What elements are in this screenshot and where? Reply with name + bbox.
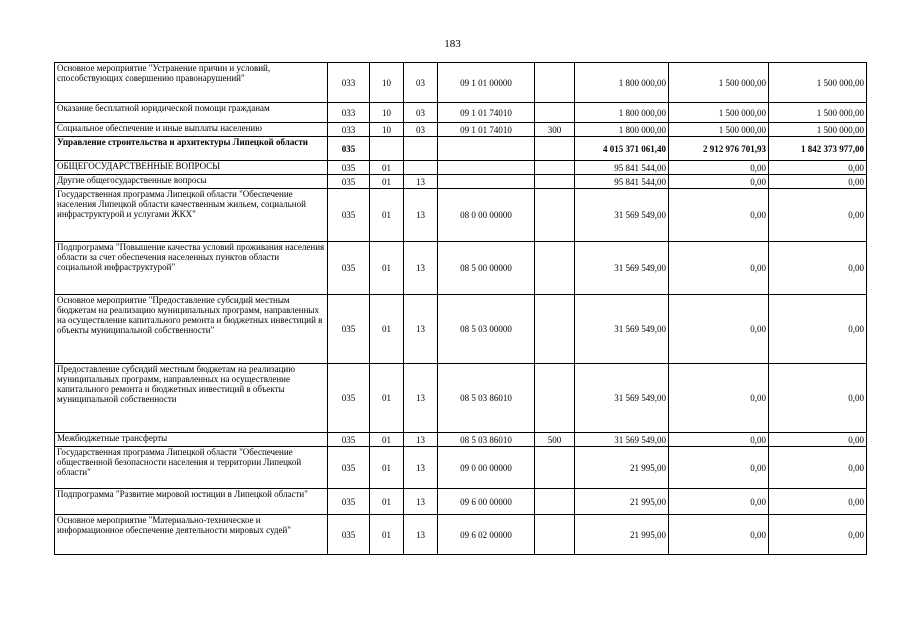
cell-target-article: 09 1 01 74010 (438, 103, 535, 123)
table-row (55, 242, 867, 295)
cell-target-article: 09 0 00 00000 (438, 447, 535, 489)
cell-subsection-code: 13 (404, 364, 438, 433)
cell-amount-1: 4 015 371 061,40 (575, 137, 669, 161)
cell-amount-3: 0,00 (769, 295, 867, 364)
cell-expense-type (535, 364, 575, 433)
cell-expense-type (535, 515, 575, 555)
cell-expense-type (535, 189, 575, 242)
cell-amount-1: 95 841 544,00 (575, 161, 669, 175)
cell-amount-1: 31 569 549,00 (575, 295, 669, 364)
cell-amount-3: 0,00 (769, 433, 867, 447)
cell-ministry-code: 035 (328, 364, 370, 433)
cell-amount-1: 95 841 544,00 (575, 175, 669, 189)
table-row (55, 137, 867, 161)
cell-amount-2: 0,00 (669, 364, 769, 433)
cell-subsection-code: 13 (404, 175, 438, 189)
cell-ministry-code: 035 (328, 189, 370, 242)
cell-name: ОБЩЕГОСУДАРСТВЕННЫЕ ВОПРОСЫ (55, 161, 328, 175)
cell-section-code: 01 (370, 447, 404, 489)
cell-expense-type (535, 161, 575, 175)
cell-amount-1: 1 800 000,00 (575, 63, 669, 103)
cell-ministry-code: 035 (328, 489, 370, 515)
cell-subsection-code: 13 (404, 489, 438, 515)
cell-ministry-code: 035 (328, 295, 370, 364)
cell-amount-3: 1 500 000,00 (769, 103, 867, 123)
cell-name: Государственная программа Липецкой области "Обеспечение населения Липецкой области качественным жильем, социальной инфраструктурой и услугами ЖКХ" (55, 189, 328, 242)
table-body (55, 63, 867, 555)
cell-amount-1: 31 569 549,00 (575, 189, 669, 242)
cell-name: Подпрограмма "Развитие мировой юстиции в Липецкой области" (55, 489, 328, 515)
cell-subsection-code: 13 (404, 447, 438, 489)
cell-section-code: 01 (370, 489, 404, 515)
cell-ministry-code: 035 (328, 447, 370, 489)
cell-amount-2: 0,00 (669, 175, 769, 189)
cell-target-article: 09 1 01 74010 (438, 123, 535, 137)
cell-expense-type (535, 242, 575, 295)
cell-target-article (438, 137, 535, 161)
cell-amount-3: 0,00 (769, 447, 867, 489)
cell-expense-type (535, 175, 575, 189)
table-row (55, 295, 867, 364)
cell-name: Основное мероприятие "Устранение причин и условий, способствующих совершению правонарушений" (55, 63, 328, 103)
table-row (55, 515, 867, 555)
cell-ministry-code: 035 (328, 433, 370, 447)
cell-section-code (370, 137, 404, 161)
cell-amount-1: 1 800 000,00 (575, 103, 669, 123)
cell-ministry-code: 033 (328, 63, 370, 103)
cell-amount-3: 0,00 (769, 189, 867, 242)
cell-name: Социальное обеспечение и иные выплаты населению (55, 123, 328, 137)
cell-name: Государственная программа Липецкой области "Обеспечение общественной безопасности населения и территории Липецкой области" (55, 447, 328, 489)
cell-subsection-code: 03 (404, 123, 438, 137)
cell-target-article: 08 5 03 86010 (438, 433, 535, 447)
table-row (55, 175, 867, 189)
cell-subsection-code: 13 (404, 433, 438, 447)
cell-ministry-code: 035 (328, 242, 370, 295)
cell-section-code: 01 (370, 295, 404, 364)
cell-target-article: 09 1 01 00000 (438, 63, 535, 103)
cell-ministry-code: 035 (328, 161, 370, 175)
cell-ministry-code: 035 (328, 175, 370, 189)
cell-section-code: 10 (370, 63, 404, 103)
cell-ministry-code: 035 (328, 515, 370, 555)
cell-subsection-code: 13 (404, 189, 438, 242)
cell-subsection-code: 13 (404, 242, 438, 295)
table-row (55, 364, 867, 433)
cell-subsection-code: 13 (404, 295, 438, 364)
cell-target-article: 09 6 02 00000 (438, 515, 535, 555)
cell-amount-1: 1 800 000,00 (575, 123, 669, 137)
cell-amount-3: 1 500 000,00 (769, 63, 867, 103)
table-row (55, 189, 867, 242)
cell-amount-2: 1 500 000,00 (669, 103, 769, 123)
cell-target-article: 08 5 03 00000 (438, 295, 535, 364)
table-row (55, 489, 867, 515)
cell-amount-3: 0,00 (769, 242, 867, 295)
cell-subsection-code (404, 137, 438, 161)
cell-amount-3: 1 500 000,00 (769, 123, 867, 137)
cell-subsection-code: 03 (404, 103, 438, 123)
cell-section-code: 01 (370, 175, 404, 189)
cell-amount-3: 0,00 (769, 175, 867, 189)
cell-amount-2: 0,00 (669, 489, 769, 515)
cell-amount-3: 1 842 373 977,00 (769, 137, 867, 161)
cell-section-code: 01 (370, 189, 404, 242)
cell-expense-type: 300 (535, 123, 575, 137)
cell-expense-type (535, 103, 575, 123)
cell-name: Другие общегосударственные вопросы (55, 175, 328, 189)
cell-section-code: 01 (370, 364, 404, 433)
cell-amount-2: 2 912 976 701,93 (669, 137, 769, 161)
cell-expense-type (535, 295, 575, 364)
cell-section-code: 01 (370, 515, 404, 555)
cell-section-code: 10 (370, 123, 404, 137)
cell-amount-1: 21 995,00 (575, 489, 669, 515)
table-row (55, 63, 867, 103)
cell-amount-2: 1 500 000,00 (669, 63, 769, 103)
cell-expense-type (535, 63, 575, 103)
cell-section-code: 01 (370, 242, 404, 295)
cell-expense-type (535, 137, 575, 161)
cell-amount-1: 21 995,00 (575, 515, 669, 555)
cell-amount-2: 0,00 (669, 447, 769, 489)
table-row (55, 433, 867, 447)
table-row (55, 161, 867, 175)
cell-amount-2: 0,00 (669, 242, 769, 295)
cell-amount-2: 0,00 (669, 295, 769, 364)
cell-name: Оказание бесплатной юридической помощи гражданам (55, 103, 328, 123)
cell-amount-2: 0,00 (669, 515, 769, 555)
cell-amount-2: 0,00 (669, 433, 769, 447)
cell-expense-type: 500 (535, 433, 575, 447)
cell-name: Подпрограмма "Повышение качества условий проживания населения области за счет обеспечения населенных пунктов области социальной инфраструктурой" (55, 242, 328, 295)
cell-name: Предоставление субсидий местным бюджетам на реализацию муниципальных программ, направленных на осуществление капитального ремонта и бюджетных инвестиций в объекты муниципальной собственности (55, 364, 328, 433)
cell-section-code: 01 (370, 433, 404, 447)
cell-name: Межбюджетные трансферты (55, 433, 328, 447)
cell-target-article: 08 5 03 86010 (438, 364, 535, 433)
cell-subsection-code: 13 (404, 515, 438, 555)
cell-target-article (438, 175, 535, 189)
cell-amount-1: 31 569 549,00 (575, 364, 669, 433)
cell-amount-1: 31 569 549,00 (575, 242, 669, 295)
cell-amount-1: 31 569 549,00 (575, 433, 669, 447)
cell-amount-1: 21 995,00 (575, 447, 669, 489)
page-number: 183 (444, 38, 461, 50)
cell-ministry-code: 033 (328, 103, 370, 123)
cell-target-article: 08 0 00 00000 (438, 189, 535, 242)
cell-section-code: 10 (370, 103, 404, 123)
cell-ministry-code: 035 (328, 137, 370, 161)
cell-subsection-code: 03 (404, 63, 438, 103)
budget-table (54, 62, 867, 555)
cell-amount-2: 0,00 (669, 189, 769, 242)
cell-amount-2: 1 500 000,00 (669, 123, 769, 137)
table-row (55, 103, 867, 123)
cell-section-code: 01 (370, 161, 404, 175)
cell-subsection-code (404, 161, 438, 175)
cell-expense-type (535, 489, 575, 515)
cell-target-article: 09 6 00 00000 (438, 489, 535, 515)
cell-amount-3: 0,00 (769, 364, 867, 433)
table-row (55, 447, 867, 489)
cell-ministry-code: 033 (328, 123, 370, 137)
cell-name: Основное мероприятие "Материально-техническое и информационное обеспечение деятельности мировых судей" (55, 515, 328, 555)
cell-amount-3: 0,00 (769, 489, 867, 515)
cell-amount-3: 0,00 (769, 515, 867, 555)
cell-name: Основное мероприятие "Предоставление субсидий местным бюджетам на реализацию муниципальных программ, направленных на осуществление капитального ремонта и бюджетных инвестиций в объекты муниципальной собственности" (55, 295, 328, 364)
cell-expense-type (535, 447, 575, 489)
cell-target-article (438, 161, 535, 175)
table-row (55, 123, 867, 137)
cell-name: Управление строительства и архитектуры Липецкой области (55, 137, 328, 161)
cell-target-article: 08 5 00 00000 (438, 242, 535, 295)
cell-amount-2: 0,00 (669, 161, 769, 175)
cell-amount-3: 0,00 (769, 161, 867, 175)
